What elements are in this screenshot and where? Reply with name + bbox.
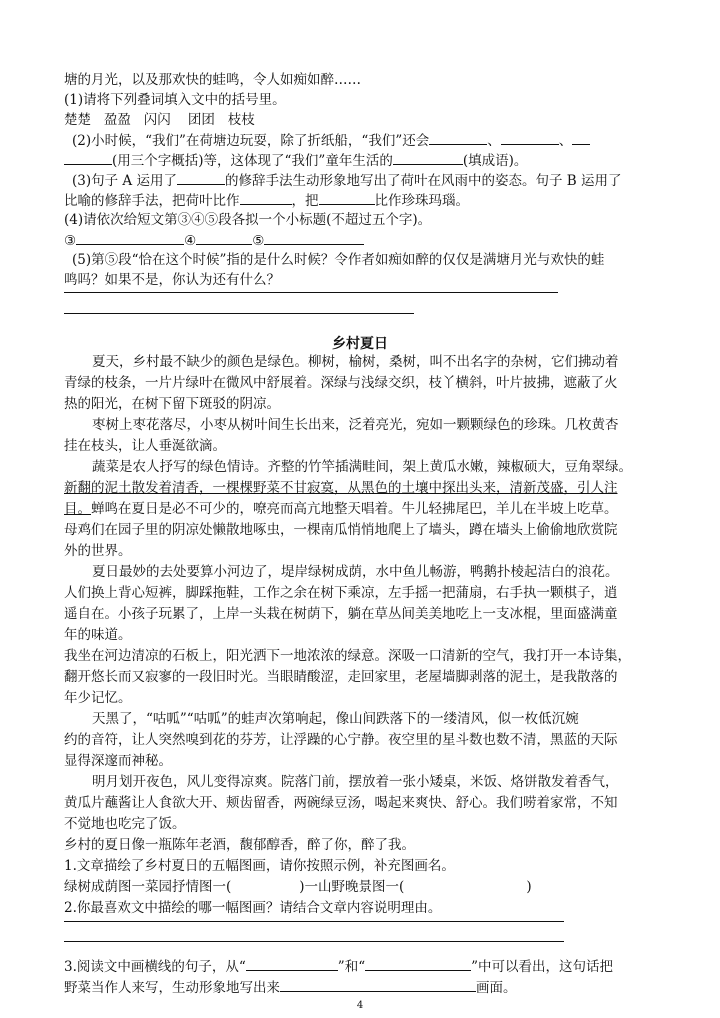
article-line: 约的音符，让人突然嗅到花的芬芳，让浮躁的心宁静。夜空里的星斗数也数不清，黑蓝的天际 xyxy=(64,732,618,748)
article-line: 青绿的枝条，一片片绿叶在微风中舒展着。深绿与浅绿交织，枝丫横斜，叶片披拂，遮蔽了火 xyxy=(64,375,618,391)
article-line: 黄瓜片蘸酱让人食欲大开、颊齿留香，两碗绿豆汤，喝起来爽快、舒心。我们唠着家常，不知 xyxy=(64,795,618,811)
article-line: 不觉地也吃完了饭。 xyxy=(64,816,186,832)
article-line: 母鸡们在园子里的阴凉处懒散地啄虫，一棵南瓜悄悄地爬上了墙头，蹲在墙头上偷偷地欣赏院 xyxy=(64,522,618,538)
answer-blank[interactable] xyxy=(572,130,590,145)
article-line: 显得深邃而神秘。 xyxy=(64,753,172,769)
answer-blank[interactable] xyxy=(319,190,375,205)
answer-blank[interactable] xyxy=(64,150,112,165)
answer-line[interactable] xyxy=(64,292,558,293)
answer-line[interactable] xyxy=(64,941,564,942)
article-line: 夏天，乡村最不缺少的颜色是绿色。柳树，榆树，桑树，叫不出名字的杂树，它们拂动着 xyxy=(92,354,619,370)
answer-blank[interactable] xyxy=(196,230,252,245)
page-number: 4 xyxy=(356,1000,364,1011)
article-line: 天黑了，“咕呱”“咕呱”的蛙声次第响起，像山间跌落下的一缕清风，似一枚低沉婉 xyxy=(92,711,579,727)
article-line: 我坐在河边清凉的石板上，阳光洒下一地浓浓的绿意。深吸一口清新的空气，我打开一本诗集， xyxy=(64,648,631,664)
prev-passage-ending: 塘的月光，以及那欢快的蛙鸣，令人如痴如醉…… xyxy=(64,72,361,88)
prev-question-3-line2: 比喻的修辞手法，把荷叶比作 ，把 比作珍珠玛瑙。 xyxy=(64,190,664,211)
answer-blank[interactable] xyxy=(177,170,225,185)
article-line: 翻开悠长而又寂寥的一段旧时光。当眼睛酸涩，走回家里，老屋墙脚剥落的泥土，是我散落的 xyxy=(64,669,618,685)
article-line: 外的世界。 xyxy=(64,543,132,559)
prev-question-5-line1: (5)第⑤段“恰在这个时候”指的是什么时候？令作者如痴如醉的仅仅是满塘月光与欢快的蛙 xyxy=(72,252,605,268)
article-line: 枣树上枣花落尽，小枣从树叶间生长出来，泛着亮光，宛如一颗颗绿色的珍珠。几枚黄杏 xyxy=(92,417,619,433)
answer-blank[interactable] xyxy=(240,190,292,205)
prev-question-4: (4)请依次给短文第③④⑤段各拟一个小标题(不超过五个字)。 xyxy=(64,212,432,228)
article-line: 夏日最妙的去处要算小河边了，堤岸绿树成荫，水中鱼儿畅游，鸭鹅扑棱起洁白的浪花。 xyxy=(92,564,619,580)
article-line: 乡村的夏日像一瓶陈年老酒，馥郁醇香，醉了你，醉了我。 xyxy=(64,837,415,853)
question-3-line1: 3.阅读文中画横线的句子，从“ ”和“ ”中可以看出，这句话把 xyxy=(64,956,664,977)
article-line: 目。蝉鸣在夏日是必不可少的，嘹亮而高亢地整天唱着。牛儿轻拂尾巴，羊儿在半坡上吃草。 xyxy=(64,501,618,517)
answer-blank[interactable] xyxy=(264,230,364,245)
answer-line[interactable] xyxy=(64,921,564,922)
prev-question-1: (1)请将下列叠词填入文中的括号里。 xyxy=(64,92,286,108)
prev-question-4-blanks: ③ ④ ⑤ xyxy=(64,230,664,251)
question-2: 2.你最喜欢文中描绘的哪一幅图画？请结合文章内容说明理由。 xyxy=(64,900,442,916)
prev-question-5-line2: 鸣吗？如果不是，你认为还有什么？ xyxy=(64,272,280,288)
underlined-sentence: 新翻的泥土散发着清香，一棵棵野菜不甘寂寞，从黑色的土壤中探出头来，清新茂盛，引人注 xyxy=(64,480,618,496)
answer-blank[interactable] xyxy=(76,230,184,245)
answer-blank[interactable] xyxy=(280,977,476,992)
article-line: 人们换上背心短裤，脚踩拖鞋，工作之余在树下乘凉，左手摇一把蒲扇，右手执一颗棋子，逍 xyxy=(64,585,618,601)
prev-question-2-line1: (2)小时候，“我们”在荷塘边玩耍，除了折纸船，“我们”还会 、 、 xyxy=(72,130,672,151)
answer-blank[interactable] xyxy=(246,956,338,971)
question-1-blanks: 绿树成荫图一菜园抒情图一( )一山野晚景图一( ) xyxy=(64,879,532,895)
answer-blank[interactable] xyxy=(365,956,471,971)
answer-blank[interactable] xyxy=(429,130,487,145)
answer-line[interactable] xyxy=(64,313,414,314)
article-line: 蔬菜是农人抒写的绿色情诗。齐整的竹竿插满畦间，架上黄瓜水嫩，辣椒硕大，豆角翠绿。 xyxy=(92,459,632,475)
question-1: 1.文章描绘了乡村夏日的五幅图画，请你按照示例，补充图画名。 xyxy=(64,858,455,874)
article-line: 年少记忆。 xyxy=(64,690,132,706)
article-line: 挂在枝头，让人垂涎欲滴。 xyxy=(64,438,226,454)
question-3-line2: 野菜当作人来写，生动形象地写出来 画面。 xyxy=(64,977,664,998)
article-line: 明月划开夜色，风儿变得凉爽。院落门前，摆放着一张小矮桌，米饭、烙饼散发着香气， xyxy=(92,774,619,790)
article-line: 热的阳光，在树下留下斑驳的阴凉。 xyxy=(64,396,280,412)
prev-question-2-line2: (用三个字概括)等，这体现了“我们”童年生活的 (填成语)。 xyxy=(64,150,664,171)
answer-blank[interactable] xyxy=(393,150,463,165)
answer-blank[interactable] xyxy=(501,130,559,145)
prev-question-3-line1: (3)句子 A 运用了 的修辞手法生动形象地写出了荷叶在风雨中的姿态。句子 B 运用了 xyxy=(72,170,672,191)
article-line: 年的味道。 xyxy=(64,627,132,643)
prev-question-1-words: 楚楚 盈盈 闪闪 团团 枝枝 xyxy=(64,112,255,128)
article-title: 乡村夏日 xyxy=(332,336,388,352)
underlined-sentence-end: 目。 xyxy=(64,501,91,517)
article-line: 遥自在。小孩子玩累了，上岸一头栽在树荫下，躺在草丛间美美地吃上一支冰棍，里面盛满童 xyxy=(64,606,618,622)
